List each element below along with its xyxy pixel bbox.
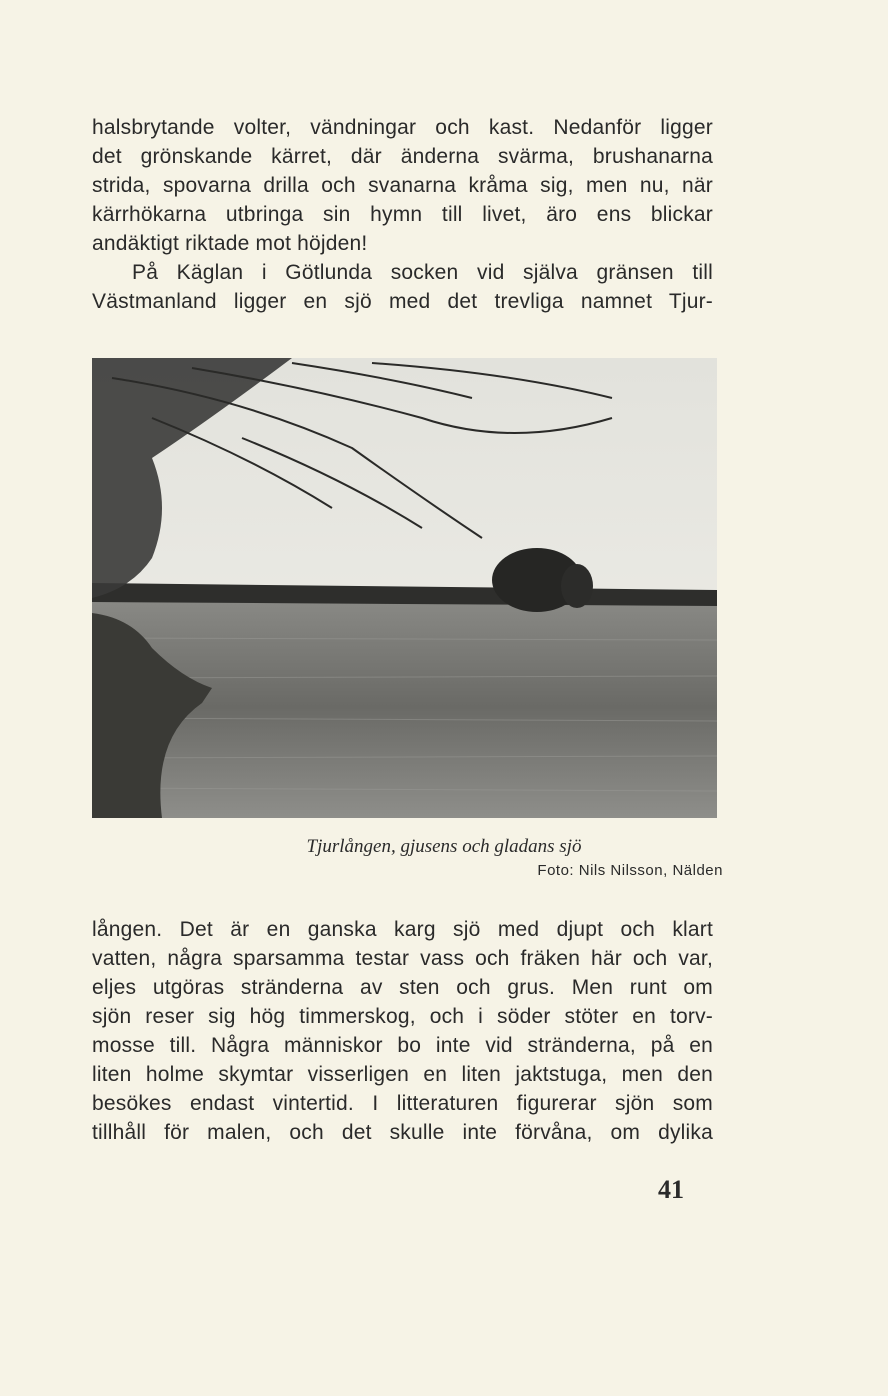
- text-line: mosse till. Några människor bo inte vid stränderna, på en: [92, 1034, 713, 1057]
- lake-photograph: [92, 358, 717, 818]
- text-line: eljes utgöras stränderna av sten och grus. Men runt om: [92, 976, 713, 999]
- text-line: kärrhökarna utbringa sin hymn till livet, äro ens blickar: [92, 203, 713, 226]
- text-line: liten holme skymtar visserligen en liten jaktstuga, men den: [92, 1063, 713, 1086]
- page-number: 41: [658, 1175, 684, 1204]
- text-line: andäktigt riktade mot höjden!: [92, 232, 368, 255]
- text-line: besökes endast vintertid. I litteraturen figurerar sjön som: [92, 1092, 713, 1115]
- photo-caption: Tjurlången, gjusens och gladans sjö: [306, 836, 582, 857]
- photo-credit: Foto: Nils Nilsson, Nälden: [537, 862, 723, 879]
- text-line: strida, spovarna drilla och svanarna kråma sig, men nu, när: [92, 174, 713, 197]
- text-line: sjön reser sig hög timmerskog, och i söder stöter en torv-: [92, 1005, 713, 1028]
- text-line: På Käglan i Götlunda socken vid själva gränsen till: [132, 261, 713, 284]
- text-line: Västmanland ligger en sjö med det trevliga namnet Tjur-: [92, 290, 713, 313]
- text-line: halsbrytande volter, vändningar och kast. Nedanför ligger: [92, 116, 713, 139]
- text-line: vatten, några sparsamma testar vass och fräken här och var,: [92, 947, 713, 970]
- text-line: det grönskande kärret, där änderna svärma, brushanarna: [92, 145, 713, 168]
- text-line: tillhåll för malen, och det skulle inte förvåna, om dylika: [92, 1121, 713, 1144]
- text-line: lången. Det är en ganska karg sjö med djupt och klart: [92, 918, 713, 941]
